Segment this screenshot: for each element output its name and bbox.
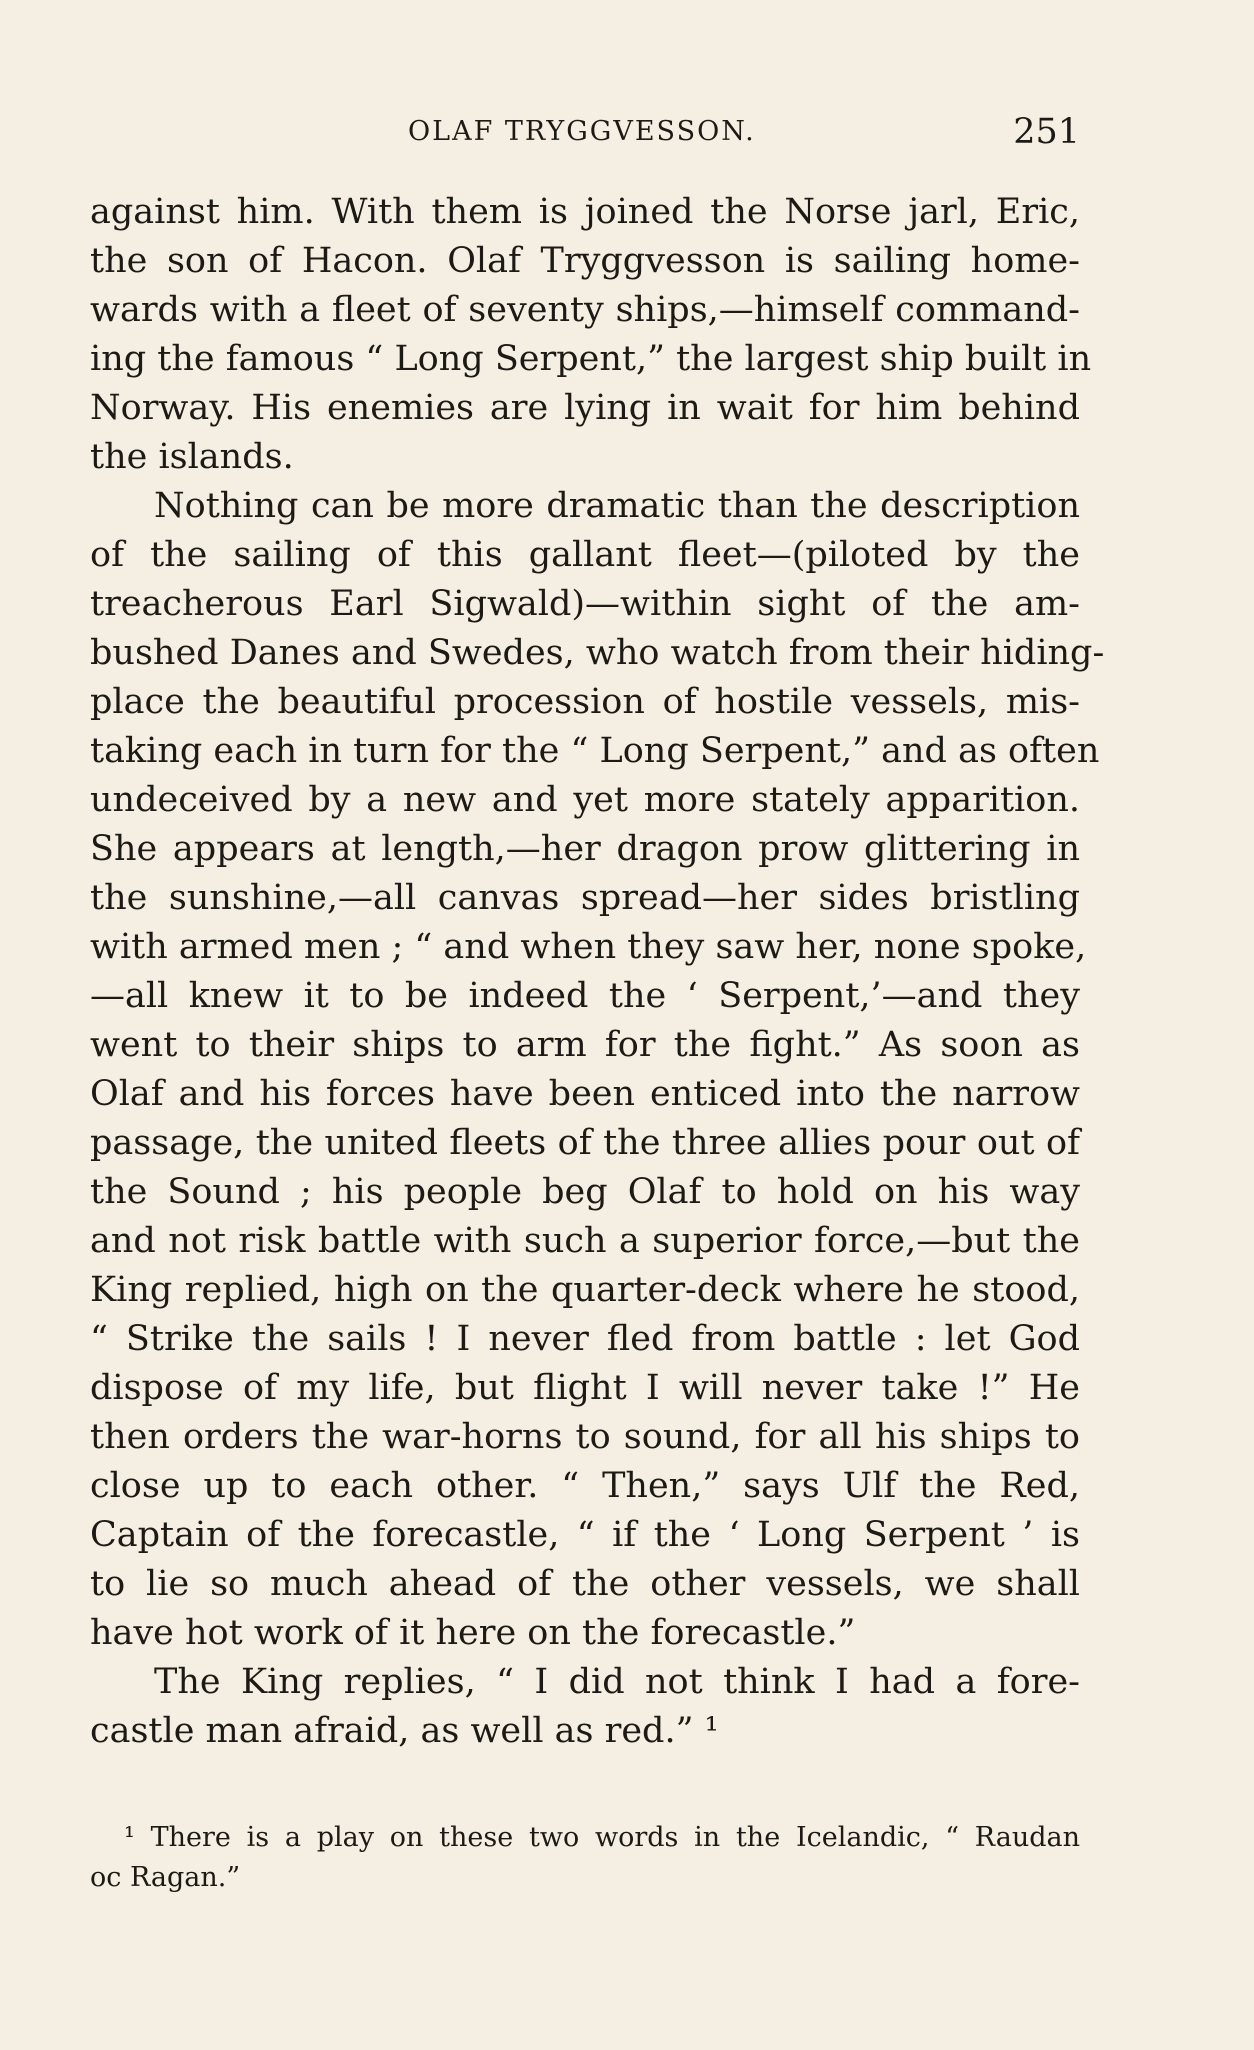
text-line: dispose of my life, but flight I will never take !” He <box>90 1368 1080 1408</box>
text-line: —all knew it to be indeed the ‘ Serpent,’—and they <box>90 976 1080 1016</box>
text-line: and not risk battle with such a superior force,—but the <box>90 1221 1080 1261</box>
text-line: Olaf and his forces have been enticed into the narrow <box>90 1074 1080 1114</box>
text-line: Norway. His enemies are lying in wait for him behind <box>90 388 1080 428</box>
text-line: taking each in turn for the “ Long Serpent,” and as often <box>90 731 1100 771</box>
page-number: 251 <box>1013 112 1080 152</box>
text-line: close up to each other. “ Then,” says Ulf the Red, <box>90 1466 1080 1506</box>
text-line: Captain of the forecastle, “ if the ‘ Long Serpent ’ is <box>90 1515 1080 1555</box>
text-line: passage, the united fleets of the three allies pour out of <box>90 1123 1080 1163</box>
text-line: the sunshine,—all canvas spread—her sides bristling <box>90 878 1080 918</box>
text-line: The King replies, “ I did not think I had a fore- <box>154 1662 1080 1702</box>
running-title: OLAF TRYGGVESSON. <box>408 116 756 147</box>
text-line: then orders the war-horns to sound, for all his ships to <box>90 1417 1080 1457</box>
text-line: ing the famous “ Long Serpent,” the largest ship built in <box>90 339 1092 379</box>
text-line: with armed men ; “ and when they saw her, none spoke, <box>90 927 1087 967</box>
running-head <box>90 112 1080 162</box>
text-line: against him. With them is joined the Norse jarl, Eric, <box>90 192 1080 232</box>
footnote <box>90 1818 1080 1898</box>
text-line: wards with a fleet of seventy ships,—himself command- <box>90 290 1080 330</box>
text-line: went to their ships to arm for the fight.” As soon as <box>90 1025 1080 1065</box>
text-line: the son of Hacon. Olaf Tryggvesson is sailing home- <box>90 241 1080 281</box>
text-line: the islands. <box>90 437 294 477</box>
text-line: to lie so much ahead of the other vessels, we shall <box>90 1564 1080 1604</box>
text-line: bushed Danes and Swedes, who watch from their hiding- <box>90 633 1105 673</box>
text-line: Nothing can be more dramatic than the description <box>154 486 1080 526</box>
text-line: have hot work of it here on the forecastle.” <box>90 1613 856 1653</box>
text-line: undeceived by a new and yet more stately apparition. <box>90 780 1080 820</box>
text-line: “ Strike the sails ! I never fled from battle : let God <box>90 1319 1080 1359</box>
text-line: castle man afraid, as well as red.” ¹ <box>90 1711 719 1751</box>
text-line: She appears at length,—her dragon prow glittering in <box>90 829 1080 869</box>
text-line: King replied, high on the quarter-deck where he stood, <box>90 1270 1080 1310</box>
body-text <box>90 188 1105 1756</box>
text-line: place the beautiful procession of hostile vessels, mis- <box>90 682 1080 722</box>
footnote-line: ¹ There is a play on these two words in the Icelandic, “ Raudan <box>124 1822 1080 1853</box>
footnote-line: oc Ragan.” <box>90 1862 241 1893</box>
text-line: the Sound ; his people beg Olaf to hold on his way <box>90 1172 1080 1212</box>
text-line: treacherous Earl Sigwald)—within sight of the am- <box>90 584 1080 624</box>
text-line: of the sailing of this gallant fleet—(piloted by the <box>90 535 1080 575</box>
